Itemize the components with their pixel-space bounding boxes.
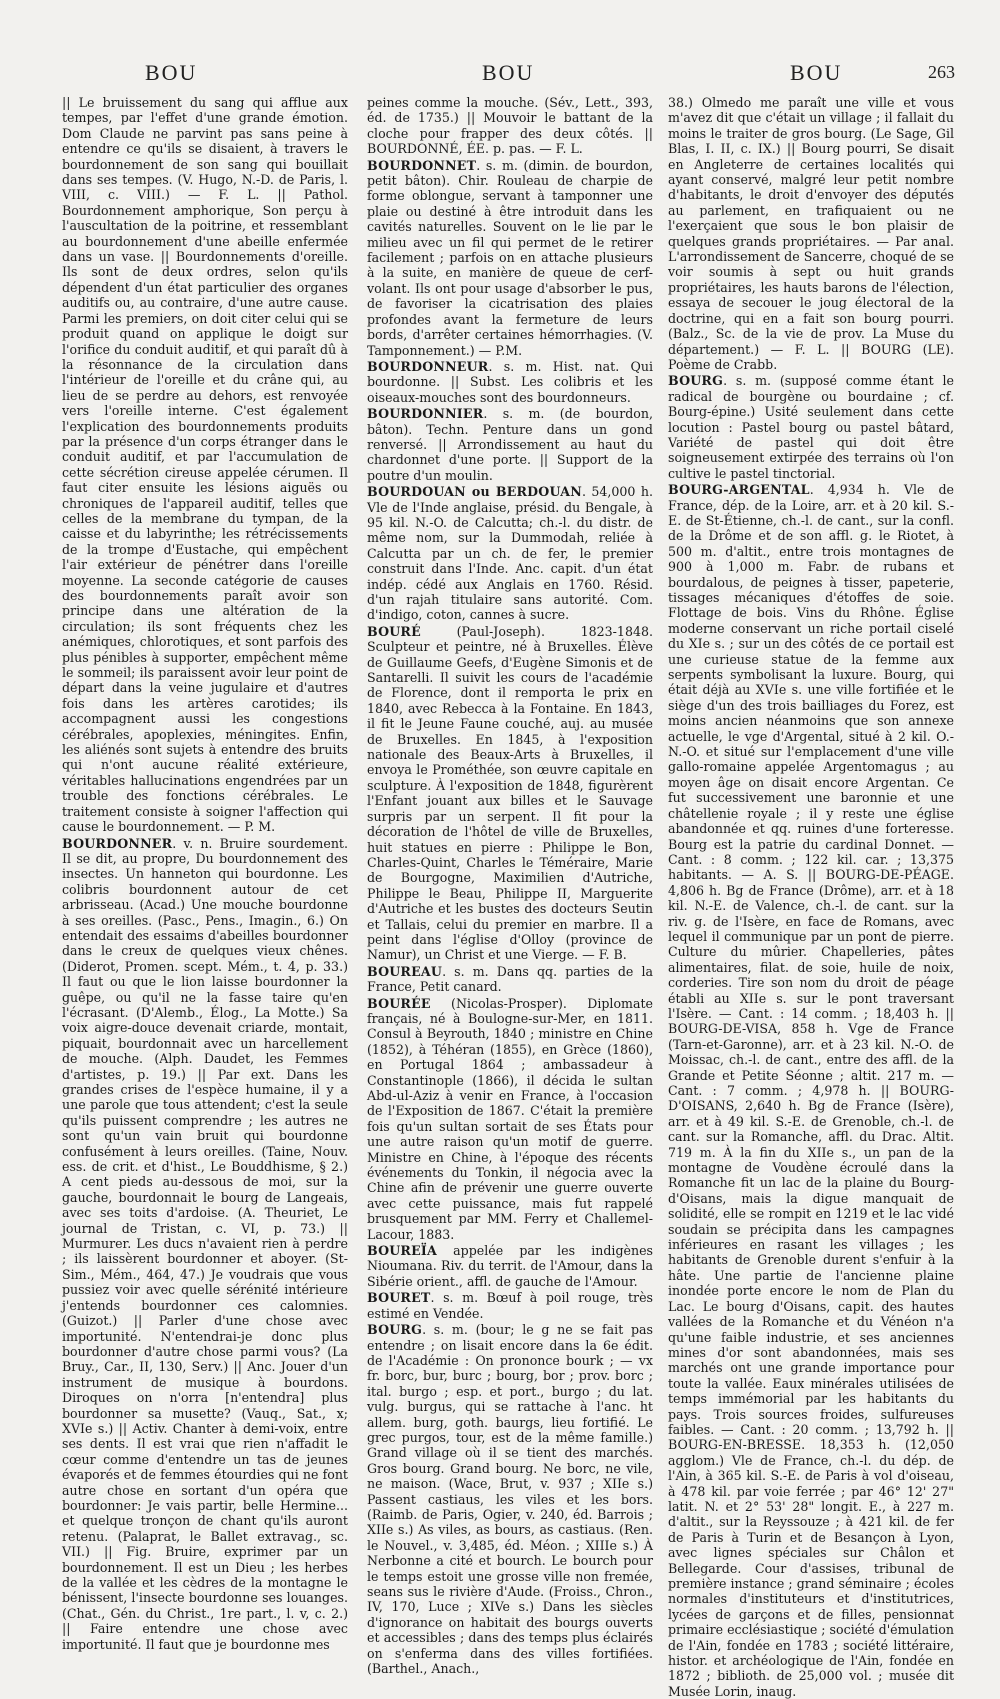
text-column-3 [668,95,954,1699]
paragraph: BOURDOUAN ou BERDOUAN. 54,000 h. Vle de l'Inde anglaise, présid. du Bengale, à 95 kil. N.-O. de Calcutta; ch.-l. du distr. de même nom, sur la Dummodah, reliée à Calcutta par un ch. de fer, le premier construit dans l'Inde. Anc. capit. d'un état indép. cédé aux Anglais en 1760. Résid. d'un rajah titulaire sans autorité. Com. d'indigo, coton, cannes à sucre. [367,484,653,623]
paragraph: BOURÉE (Nicolas-Prosper). Diplomate français, né à Boulogne-sur-Mer, en 1811. Consul à Beyrouth, 1840 ; ministre en Chine (1852), à Téhéran (1855), en Grèce (1860), en Portugal 1864 ; ambassadeur à Constantinople (1866), il décida le sultan Abd-ul-Aziz à venir en France, à l'occasion de l'Exposition de 1867. C'était la première fois qu'un sultan sortait de ses États pour une autre raison qu'un motif de guerre. Ministre en Chine, à l'époque des récents événements du Tonkin, il négocia avec la Chine afin de prévenir une guerre ouverte avec cette puissance, mais fut rappelé brusquement par MM. Ferry et Challemel-Lacour, 1883. [367,995,653,1242]
paragraph: peines comme la mouche. (Sév., Lett., 393, éd. de 1735.) || Mouvoir le battant de la cloche pour frapper des deux côtés. || BOURDONNÉ, ÉE. p. pas. — F. L. [367,95,653,157]
entry-headword: BOUREAU [367,963,443,979]
entry-headword: BOURET [367,1290,431,1306]
paragraph: BOURET. s. m. Bœuf à poil rouge, très estimé en Vendée. [367,1290,653,1321]
entry-headword: BOURDONNIER [367,406,484,422]
paragraph: BOURDONNER. v. n. Bruire sourdement. Il se dit, au propre, Du bourdonnement des insectes. Un hanneton qui bourdonne. Les colibris bourdonnent autour de cet arbrisseau. (Acad.) Une mouche bourdonne à ses oreilles. (Pasc., Pens., Imagin., 6.) On entendait des essaims d'abeilles bourdonner dans le creux de quelques vieux chênes. (Diderot, Promen. scept. Mém., t. 4, p. 33.) Il faut ou que le lion laisse bourdonner la guêpe, ou qu'il ne la fasse taire qu'en l'écrasant. (D'Alemb., Élog., La Motte.) Sa voix aigre-douce devenait criarde, montait, piquait, bourdonnait avec un harcellement de mouche. (Alph. Daudet, les Femmes d'artistes, p. 19.) || Par ext. Dans les grandes crises de l'espèce humaine, il y a une parole que tous attendent; c'est la seule qu'ils puissent comprendre ; les autres ne sont qu'un vain bruit qui bourdonne confusément à leurs oreilles. (Taine, Nouv. ess. de crit. et d'hist., Le Bouddhisme, § 2.) A cent pieds au-dessous de moi, sur la gauche, bourdonnait le bourg de Langeais, avec ses toits d'ardoise. (A. Theuriet, Le journal de Tristan, c. VI, p. 73.) || Murmurer. Les ducs n'avaient rien à perdre ; ils laissèrent bourdonner et aboyer. (St-Sim., Mém., 464, 47.) Je voudrais que vous pussiez voir avec quelle sérénité intérieure j'entends bourdonner ces calomnies. (Guizot.) || Parler d'une chose avec importunité. N'entendrai-je donc plus bourdonner d'autre chose parmi vous? (La Bruy., Car., II, 130, Serv.) || Anc. Jouer d'un instrument de musique à bourdons. Diroques on n'orra [n'entendra] plus bourdonner sa musette? (Vauq., Sat., x; XVIe s.) || Activ. Chanter à demi-voix, entre ses dents. Il est vrai que rien n'affadit le cœur comme d'entendre un tas de jeunes évaporés et de femmes étourdies qui ne font autre chose en sortant d'un opéra que bourdonner: Je vais partir, belle Hermine... et quelque tronçon de chant qu'ils auront retenu. (Palaprat, le Ballet extravag., sc. VII.) || Fig. Bruire, exprimer par un bourdonnement. Il est un Dieu ; les herbes de la vallée et les cèdres de la montagne le bénissent, l'insecte bourdonne ses louanges. (Chat., Gén. du Christ., 1re part., l. v, c. 2.) || Faire entendre une chose avec importunité. Il faut que je bourdonne mes [62,835,348,1652]
entry-headword: BOURG [668,373,724,389]
entry-headword: BOURG [367,1322,423,1338]
entry-headword: BOURDOUAN ou BERDOUAN [367,484,582,500]
entry-headword: BOURÉE [367,995,431,1011]
paragraph: BOURDONNET. s. m. (dimin. de bourdon, petit bâton). Chir. Rouleau de charpie de forme oblongue, servant à tamponner une plaie ou destiné à être introduit dans les cavités naturelles. Souvent on le lie par le milieu avec un fil qui permet de le retirer facilement ; parfois on en attache plusieurs à la suite, en manière de queue de cerf-volant. Ils ont pour usage d'absorber le pus, de favoriser la cicatrisation des plaies profondes avant la fermeture de leurs bords, d'arrêter certaines hémorrhagies. (V. Tamponnement.) — P.M. [367,157,653,358]
entry-headword: BOURDONNEUR [367,358,489,374]
text-column-2 [367,95,653,1677]
paragraph: BOUREÏA appelée par les indigènes Nioumana. Riv. du territ. de l'Amour, dans la Sibérie orient., affl. de gauche de l'Amour. [367,1243,653,1289]
text-column-1 [62,95,348,1652]
running-head-right: BOU [790,60,843,85]
paragraph: BOURG. s. m. (bour; le g ne se fait pas entendre ; on lisait encore dans la 6e édit. de l'Académie : On prononce bourk ; — vx fr. borc, bur, burc ; bourg, bor ; prov. borc ; ital. burgo ; esp. et port., burgo ; du lat. vulg. burgus, qui se rattache à l'anc. ht allem. burg, goth. baurgs, lieu fortifié. Le grec purgos, tour, est de la même famille.) Grand village où il se tient des marchés. Gros bourg. Grand bourg. Ne borc, ne vile, ne maison. (Wace, Brut, v. 937 ; XIIe s.) Passent castiaus, les viles et les bors. (Raimb. de Paris, Ogier, v. 240, éd. Barrois ; XIIe s.) As viles, as bours, as castiaus. (Ren. le Nouvel., v. 3,485, éd. Méon. ; XIIIe s.) À Nerbonne a cité et bourch. Le bourch pour le temps estoit une grosse ville non fremée, seans sus le rivière d'Aude. (Froiss., Chron., IV, 170, Luce ; XIVe s.) Dans les siècles d'ignorance on habitait des bourgs ouverts et accessibles ; dans des temps plus éclairés on s'enferma dans des villes fortifiées. (Barthel., Anach., [367,1322,653,1677]
paragraph: BOURÉ (Paul-Joseph). 1823-1848. Sculpteur et peintre, né à Bruxelles. Élève de Guillaume Geefs, d'Eugène Simonis et de Santarelli. Il suivit les cours de l'académie de Florence, dont il remporta le prix en 1840, avec Rebecca à la Fontaine. En 1843, il fit le Jeune Faune couché, auj. au musée de Bruxelles. En 1845, à l'exposition nationale des Beaux-Arts à Bruxelles, il envoya le Prométhée, son œuvre capitale en sculpture. À l'exposition de 1848, figurèrent l'Enfant jouant aux billes et le Sauvage surpris par un serpent. Il fit pour la décoration de l'hôtel de ville de Bruxelles, huit statues en pierre : Philippe le Bon, Charles-Quint, Charles le Téméraire, Marie de Bourgogne, Maximilien d'Autriche, Philippe le Beau, Philippe II, Marguerite d'Autriche et les bustes des docteurs Seutin et Tallais, celui du premier en marbre. Il a peint dans l'église d'Olloy (province de Namur), un Christ et une Vierge. — F. B. [367,623,653,963]
paragraph: || Le bruissement du sang qui afflue aux tempes, par l'effet d'une grande émotion. Dom Claude ne parvint pas sans peine à entendre ce qu'ils se disaient, à travers le bourdonnement de son sang qui bouillait dans ses tempes. (V. Hugo, N.-D. de Paris, l. VIII, c. VIII.) — F. L. || Pathol. Bourdonnement amphorique, Son perçu à l'auscultation de la poitrine, et ressemblant au bourdonnement d'une abeille enfermée dans un vase. || Bourdonnements d'oreille. Ils sont de deux ordres, selon qu'ils dépendent d'un état particulier des organes auditifs ou, au contraire, d'une autre cause. Parmi les premiers, on doit citer celui qui se produit quand on applique le doigt sur l'orifice du conduit auditif, et qui paraît dû à la résonnance de la circulation dans l'intérieur de l'oreille et du crâne qui, au lieu de se perdre au dehors, est renvoyée vers l'oreille interne. C'est également l'explication des bourdonnements produits par la présence d'un corps étranger dans le conduit auditif, et par l'accumulation de cette sécrétion cireuse appelée cérumen. Il faut citer ensuite les lésions aiguës ou chroniques de l'appareil auditif, telles que celles de la membrane du tympan, de la caisse et du labyrinthe; les rétrécissements de la trompe d'Eustache, qui empêchent l'air extérieur de pénétrer dans l'oreille moyenne. La seconde catégorie de causes des bourdonnements paraît avoir son principe dans une altération de la circulation; ils sont fréquents chez les anémiques, chlorotiques, et sont parfois des plus pénibles à supporter, empêchent même le sommeil; ils paraissent avoir leur point de départ dans la veine jugulaire et d'autres fois dans les artères carotides; ils accompagnent aussi les congestions cérébrales, apoplexies, méningites. Enfin, les aliénés sont sujets à entendre des bruits qui n'ont aucune réalité extérieure, véritables hallucinations engendrées par un trouble des fonctions cérébrales. Le traitement consiste à soigner l'affection qui cause le bourdonnement. — P. M. [62,95,348,835]
running-head-center: BOU [482,60,535,85]
paragraph: BOURDONNIER. s. m. (de bourdon, bâton). Techn. Penture dans un gond renversé. || Arrondissement au haut du chardonnet d'une porte. || Support de la poutre d'un moulin. [367,406,653,483]
entry-headword: BOURDONNER [62,835,173,851]
paragraph: 38.) Olmedo me paraît une ville et vous m'avez dit que c'était un village ; il fallait du moins le traiter de gros bourg. (Le Sage, Gil Blas, I. II, c. IX.) || Bourg pourri, Se disait en Angleterre de certaines localités qui ayant conservé, malgré leur petit nombre d'habitants, le droit d'envoyer des députés au parlement, en trafiquaient ou ne l'exerçaient que sous le bon plaisir de quelques grands propriétaires. — Par anal. L'arrondissement de Sancerre, choqué de se voir soumis à sept ou huit grands propriétaires, les hauts barons de l'élection, essaya de secouer le joug électoral de la doctrine, qui en a fait son bourg pourri. (Balz., Sc. de la vie de prov. La Muse du département.) — F. L. || BOURG (LE). Poème de Crabb. [668,95,954,372]
paragraph: BOURDONNEUR. s. m. Hist. nat. Qui bourdonne. || Subst. Les colibris et les oiseaux-mouches sont des bourdonneurs. [367,358,653,405]
page-number: 263 [928,62,955,82]
paragraph: BOURG-ARGENTAL. 4,934 h. Vle de France, dép. de la Loire, arr. et à 20 kil. S.-E. de St-Étienne, ch.-l. de cant., sur la confl. de la Drôme et de son affl. g. le Riotet, à 500 m. d'altit., entre trois montagnes de 900 à 1,000 m. Fabr. de rubans et bourdalous, de peignes à tisser, papeterie, tissages mécaniques d'étoffes de soie. Flottage de bois. Vins du Rhône. Église moderne conservant un riche portail ciselé du XIe s. ; sur un des côtés de ce portail est une curieuse statue de la femme aux serpents symbolisant la luxure. Bourg, qui était déjà au XVIe s. une ville fortifiée et le siège d'un des trois bailliages du Forez, est moins ancien néanmoins que son annexe actuelle, le vge d'Argental, situé à 2 kil. O.-N.-O. et situé sur l'emplacement d'une ville gallo-romaine appelée Argentomagus ; au moyen âge on disait encore Argentan. Ce fut successivement une baronnie et une châtellenie royale ; il y reste une église abandonnée et qq. ruines d'une forteresse. Bourg est la patrie du cardinal Donnet. — Cant. : 8 comm. ; 122 kil. car. ; 13,375 habitants. — A. S. || BOURG-DE-PÉAGE. 4,806 h. Bg de France (Drôme), arr. et à 18 kil. N.-E. de Valence, ch.-l. de cant. sur la riv. g. de l'Isère, en face de Romans, avec lequel il communique par un pont de pierre. Culture du mûrier. Chapelleries, pâtes alimentaires, filat. de soie, huile de noix, corderies. Tire son nom du droit de péage établi au XIIe s. sur le pont traversant l'Isère. — Cant. : 14 comm. ; 18,403 h. || BOURG-DE-VISA, 858 h. Vge de France (Tarn-et-Garonne), arr. et à 23 kil. N.-O. de Moissac, ch.-l. de cant., entre des affl. de la Grande et Petite Séonne ; altit. 217 m. — Cant. : 7 comm. ; 4,978 h. || BOURG-D'OISANS, 2,640 h. Bg de France (Isère), arr. et à 49 kil. S.-E. de Grenoble, ch.-l. de cant. sur la Romanche, affl. du Drac. Altit. 719 m. À la fin du XIIe s., un pan de la montagne de Voudène écroulé dans la Romanche fit un lac de la plaine du Bourg-d'Oisans, mais la digue manquait de solidité, elle se rompit en 1219 et le lac vidé soudain se précipita dans les campagnes inférieures en rasant les villages ; les habitants de Grenoble durent s'enfuir à la hâte. Une partie de l'ancienne plaine inondée porte encore le nom de Plan du Lac. Le bourg d'Oisans, capit. des hautes vallées de la Romanche et du Vénéon n'a qu'une faible industrie, et ses anciennes mines d'or sont abandonnées, mais ses marchés ont une grande importance pour toute la vallée. Eaux minérales utilisées de temps immémorial par les habitants du pays. Trois sources froides, sulfureuses faibles. — Cant. : 20 comm. ; 13,792 h. || BOURG-EN-BRESSE. 18,353 h. (12,050 agglom.) Vle de France, ch.-l. du dép. de l'Ain, à 365 kil. S.-E. de Paris à vol d'oiseau, à 478 kil. par voie ferrée ; par 46° 12' 27" latit. N. et 2° 53' 28" longit. E., à 227 m. d'altit., sur la Reyssouze ; à 421 kil. de fer de Paris à Turin et de Besançon à Lyon, avec lignes spéciales sur Châlon et Bellegarde. Cour d'assises, tribunal de première instance ; grand séminaire ; écoles normales d'instituteurs et d'institutrices, lycées de garçons et de filles, pensionnat primaire ecclésiastique ; société d'émulation de l'Ain, fondée en 1783 ; société littéraire, histor. et archéologique de l'Ain, fondée en 1872 ; biblioth. de 25,000 vol. ; musée dit Musée Lorin, inaug. [668,482,954,1699]
running-head-left: BOU [145,60,198,85]
entry-headword: BOURDONNET [367,157,477,173]
paragraph: BOUREAU. s. m. Dans qq. parties de la France, Petit canard. [367,963,653,995]
paragraph: BOURG. s. m. (supposé comme étant le radical de bourgène ou bourdaine ; cf. Bourg-épine.) Usité seulement dans cette locution : Pastel bourg ou pastel bâtard, Variété de pastel qui doit être soigneusement extirpée des terrains où l'on cultive le pastel tinctorial. [668,373,954,481]
entry-headword: BOURG-ARGENTAL [668,482,810,498]
entry-headword: BOUREÏA [367,1243,437,1259]
entry-headword: BOURÉ [367,623,421,639]
